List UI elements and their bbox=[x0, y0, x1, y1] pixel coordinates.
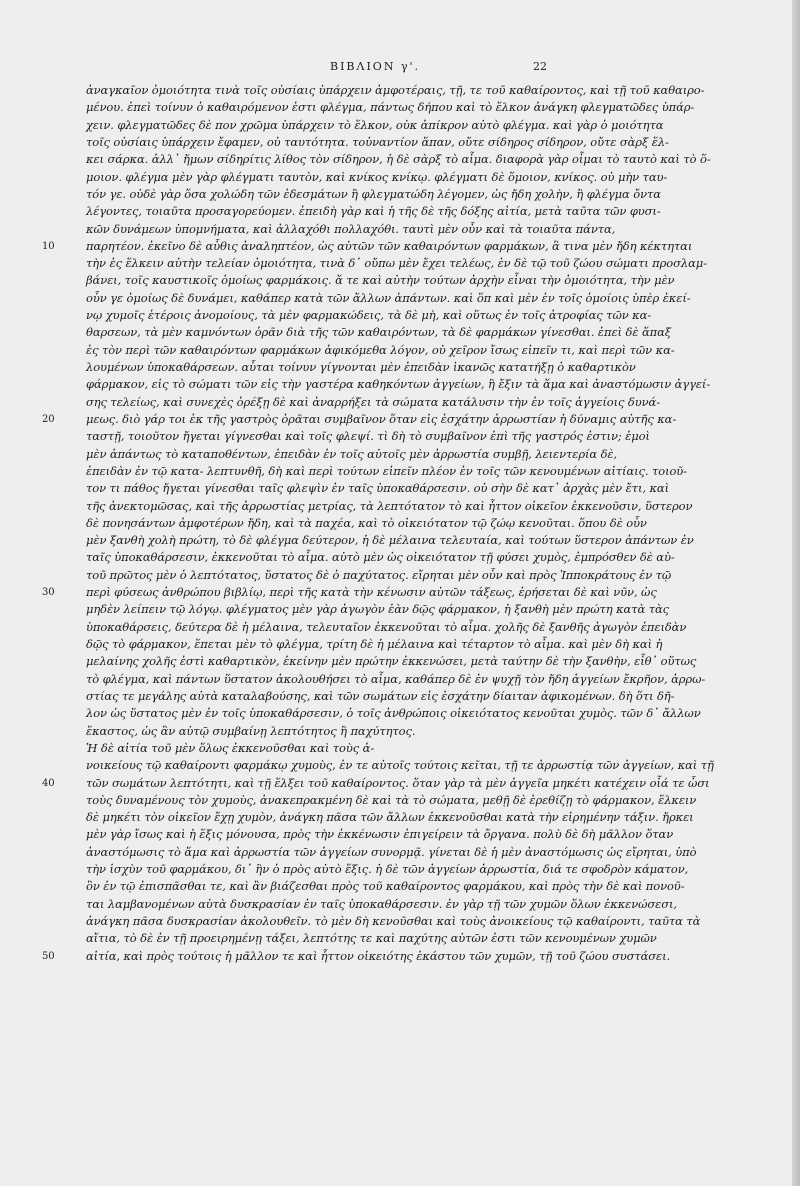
text-line bbox=[42, 411, 677, 428]
text-line bbox=[42, 775, 710, 792]
line-text: ἀνάγκη πᾶσα δυσκρασίαν ἀκολουθεῖν. τὸ μὲν δὴ κενοῦσθαι καὶ τοὺς ἀνοικείους τῷ καθαίροντι, ταῦτα τὰ bbox=[86, 914, 701, 928]
text-line bbox=[86, 757, 714, 774]
line-text: μηδὲν λείπειν τῷ λόγῳ. φλέγματος μὲν γὰρ ἀγωγὸν ἐὰν δῷς φάρμακον, ἡ ξανθὴ μὲν πρώτη κατὰ τὰς bbox=[86, 602, 669, 617]
line-number: 10 bbox=[42, 240, 55, 252]
text-line bbox=[86, 324, 671, 341]
text-line bbox=[86, 99, 695, 116]
text-line bbox=[42, 948, 671, 965]
line-text: σης τελείως, καὶ συνεχὲς ὀρέξῃ δὲ καὶ ἀναρρήξει τὰ σώματα κατάλυσιν τὴν ἐν τοῖς ἀγγείοις δυνά- bbox=[86, 394, 660, 409]
text-line bbox=[86, 134, 669, 151]
text-line bbox=[86, 878, 685, 895]
line-text: Ἡ δὲ αἰτία τοῦ μὲν ὅλως ἐκκενοῦσθαι καὶ τοὺς ἀ- bbox=[86, 740, 375, 755]
text-line bbox=[42, 584, 657, 601]
line-text: αἰτία, καὶ πρὸς τούτοις ἡ μᾶλλον τε καὶ ἧττον οἰκειότης ἐκάστου τῶν χυμῶν, τῇ τοῦ ζώου συστάσει. bbox=[86, 948, 671, 963]
line-text: δὲ μηκέτι τὸν οἰκεῖον ἔχῃ χυμὸν, ἀνάγκη πᾶσα τῶν ἄλλων ἐκκενοῦσθαι κατὰ τὴν εἰρημένην τάξιν. ἤρκει bbox=[86, 810, 694, 825]
line-number: 30 bbox=[42, 587, 55, 599]
text-line bbox=[86, 117, 664, 134]
book-title: ΒΙΒΛΙΟΝ γ'. bbox=[330, 60, 421, 73]
text-line bbox=[86, 307, 652, 324]
line-text: θαρσεων, τὰ μὲν καμνόντων ὁρᾶν διὰ τῆς τῶν καθαιρόντων, τὰ δὲ φαρμάκων γίνεσθαι. ἐπεὶ δὲ ἅπαξ bbox=[86, 325, 671, 340]
text-body bbox=[42, 82, 714, 965]
page-gutter bbox=[792, 0, 800, 1186]
text-line bbox=[86, 480, 669, 497]
line-text: ἐπειδὰν ἐν τῷ κατα- λεπτυνθῆ, δὴ καὶ περὶ τούτων εἰπεῖν πλέον ἐν τοῖς τῶν κενουμένων αἰτίαις. τοιοῦ- bbox=[86, 463, 687, 478]
page-number: 22 bbox=[533, 60, 547, 73]
text-line bbox=[86, 428, 650, 445]
text-line bbox=[86, 792, 697, 809]
line-text: κῶν δυνάμεων ὑπομνήματα, καὶ ἀλλαχόθι πολλαχόθι. ταυτὶ μὲν οὖν καὶ τὰ τοιαῦτα πάντα, bbox=[86, 221, 616, 236]
line-text: τοῖς οὐσίαις ὑπάρχειν ἔφαμεν, οὐ ταυτότητα. τοὐναντίον ἅπαν, οὔτε σίδηρος σίδηρον, οὔτε σὰρξ ἕλ- bbox=[86, 134, 669, 149]
running-head bbox=[0, 60, 792, 80]
text-line bbox=[86, 359, 636, 376]
text-line bbox=[86, 463, 687, 480]
text-line bbox=[86, 151, 711, 168]
line-text: τῆς ἀνεκτομῶσας, καὶ τῆς ἀρρωστίας μετρίας, τὰ λεπτότατον τὸ καὶ ἧττον οἰκεῖον ἐκκενοῦσιν, ὕστερον bbox=[86, 498, 693, 513]
line-text: ταστῇ, τοιοῦτον ἤγεται γίγνεσθαι καὶ τοῖς φλεψί. τὶ δὴ τὸ συμβαῖνον ἐπὶ τῆς γαστρός ἐστιν; ἐμοὶ bbox=[86, 429, 650, 444]
text-line bbox=[86, 896, 677, 913]
line-text: μὲν γὰρ ἴσως καὶ ἡ ἕξις μόνουσα, πρὸς τὴν ἐκκένωσιν ἐπιγείρειν τὰ ὄργανα. πολὺ δὲ δὴ μᾶλλον ὅταν bbox=[86, 827, 674, 842]
line-text: παρητέον. ἐκεῖνο δὲ αὖθις ἀναληπτέον, ὡς αὐτῶν τῶν καθαιρόντων φαρμάκων, ἃ τινα μὲν ἤδη κέκτηται bbox=[86, 238, 693, 253]
line-text: τὴν ἐς ἕλκειν αὐτὴν τελείαν ὁμοιότητα, τινὰ δ᾽ οὔπω μὲν ἔχει τελέως, ἐν δὲ τῷ τοῦ ζώου σώματι προσλαμ- bbox=[86, 256, 707, 271]
text-line bbox=[86, 169, 668, 186]
line-text: ταῖς ὑποκαθάρσεσιν, ἐκκενοῦται τὸ αἷμα. αὐτὸ μὲν ὡς οἰκειότατον τῇ φύσει χυμὸς, ἐμπρόσθεν δὲ αὐ- bbox=[86, 550, 675, 565]
line-text: ἀναγκαῖον ὁμοιότητα τινὰ τοῖς οὐσίαις ὑπάρχειν ἀμφοτέραις, τῇ, τε τοῦ καθαίροντος, καὶ τῇ τοῦ καθαιρο- bbox=[86, 83, 705, 97]
line-number: 50 bbox=[42, 950, 55, 962]
line-text: νοικείους τῷ καθαίροντι φαρμάκῳ χυμοὺς, ἐν τε αὐτοῖς τούτοις κεῖται, τῇ τε ἀρρωστίᾳ τῶν ἀγγείων, καὶ τῇ bbox=[86, 758, 714, 773]
text-line bbox=[86, 740, 572, 757]
text-line bbox=[86, 913, 701, 930]
text-line bbox=[86, 342, 675, 359]
line-text: μεως. διὸ γάρ τοι ἐκ τῆς γαστρὸς ὁρᾶται συμβαῖνον ὅταν εἰς ἐσχάτην ἀρρωστίαν ἡ δύναμις αὐτῆς κα- bbox=[86, 411, 677, 426]
line-text: περὶ φύσεως ἀνθρώπου βιβλίῳ, περὶ τῆς κατὰ τὴν κένωσιν αὐτῶν τάξεως, ἐρήσεται δὲ καὶ νῦν, ὡς bbox=[86, 585, 657, 600]
text-line bbox=[86, 290, 691, 307]
line-text: βάνει, τοῖς καυστικοῖς ὁμοίως φαρμάκοις. ἅ τε καὶ αὐτὴν τούτων ἀρχὴν εἶναι τὴν ὁμοιότητα, τὴν μὲν bbox=[86, 273, 675, 288]
line-text: φάρμακον, εἰς τὸ σώματι τῶν εἰς τὴν γαστέρα καθηκόντων ἀγγείων, ἢ ἔξιν τὰ ἅμα καὶ ἀναστόμωσιν ἀγγεί- bbox=[86, 377, 711, 392]
line-text: τὸ φλέγμα, καὶ πάντων ὕστατον ἀκολουθήσει τὸ αἷμα, καθάπερ δὲ ἐν ψυχῇ τὸν ἤδη ἀγγείων ἔκρῆον, ἀρρω- bbox=[86, 671, 706, 686]
text-line bbox=[86, 930, 657, 947]
text-line bbox=[86, 203, 661, 220]
text-line bbox=[86, 636, 663, 653]
line-text: νῳ χυμοῖς ἑτέροις ἀνομοίους, τὰ μὲν φαρμακώδεις, τὰ δὲ μὴ, καὶ οὕτως ἐν τοῖς ἀτροφίας τῶν κα- bbox=[86, 308, 652, 323]
text-line bbox=[86, 619, 687, 636]
line-text: μοιον. φλέγμα μὲν γὰρ φλέγματι ταυτὸν, καὶ κνίκος κνίκῳ. φλέγματι δὲ ὅμοιον, κνίκος. οὐ μὴν ταυ- bbox=[86, 169, 668, 184]
line-text: τόν γε. οὐδὲ γὰρ ὅσα χολώδη τῶν ἐδεσμάτων ἢ φλεγματώδη λέγομεν, ὡς ἤδη χολὴν, ἢ φλέγμα ὄντα bbox=[86, 186, 661, 201]
line-text: ἀναστόμωσις τὸ ἅμα καὶ ἀρρωστία τῶν ἀγγείων συνορμᾷ. γίνεται δὲ ἡ μὲν ἀναστόμωσις ὡς εἴρηται, ὑπὸ bbox=[86, 844, 697, 859]
text-line bbox=[86, 82, 705, 99]
text-line bbox=[86, 255, 707, 272]
line-text: χειν. φλεγματῶδες δὲ πον χρῶμα ὑπάρχειν τὸ ἕλκον, οὐκ ἀπίκρον αὐτὸ φλέγμα. καὶ γὰρ ὁ μοιότητα bbox=[86, 117, 664, 132]
text-line bbox=[86, 844, 697, 861]
text-line bbox=[86, 515, 647, 532]
line-text: ὑποκαθάρσεις, δεύτερα δὲ ἡ μέλαινα, τελευταῖον ἐκκενοῦται τὸ αἷμα. χολῆς δὲ ξανθῆς ἀγωγὸν ἐπειδὰν bbox=[86, 619, 687, 634]
line-number: 40 bbox=[42, 777, 55, 789]
line-text: στίας τε μεγάλης αὐτὰ καταλαβούσης, καὶ τῶν σωμάτων εἰς ἐσχάτην δίαιταν ἀφικομένων. δὴ ὅτι δῆ- bbox=[86, 688, 675, 703]
line-text: ὃν ἐν τῷ ἐπισπᾶσθαι τε, καὶ ἂν βιάζεσθαι πρὸς τοῦ καθαίροντος φαρμάκου, καὶ πρὸς τὴν δὲ καὶ πονοῦ- bbox=[86, 879, 685, 894]
line-text: τῶν σωμάτων λεπτότητι, καὶ τῇ ἕλξει τοῦ καθαίροντος. ὅταν γὰρ τὰ μὲν ἀγγεῖα μηκέτι κατέχειν οἷά τε ὦσι bbox=[86, 775, 710, 790]
text-line bbox=[86, 549, 675, 566]
text-line bbox=[86, 861, 689, 878]
line-text: αἴτια, τὸ δὲ ἐν τῇ προειρημένῃ τάξει, λεπτότης τε καὶ παχύτης αὐτῶν ἐστι τῶν κενουμένων χυμῶν bbox=[86, 931, 657, 946]
line-text: λουμένων ὑποκαθάρσεων. αὗται τοίνυν γίγνονται μὲν ἐπειδὰν ἱκανῶς κατατήξῃ ὁ καθαρτικὸν bbox=[86, 360, 636, 374]
text-line bbox=[86, 498, 693, 515]
line-text: τοὺς δυναμένους τὸν χυμοὺς, ἀνακεπρακμένη δὲ καὶ τὰ τὸ σώματα, μεθῇ δὲ ἐρεθίζῃ τὸ φάρμακον, ἕλκειν bbox=[86, 792, 697, 807]
text-line bbox=[86, 653, 697, 670]
line-text: μὲν ξανθὴ χολὴ πρώτη, τὸ δὲ φλέγμα δεύτερον, ἡ δὲ μέλαινα τελευταία, καὶ τούτων ὕστερον ἁπάντων ἐν bbox=[86, 533, 694, 548]
text-line bbox=[86, 688, 675, 705]
text-line bbox=[86, 705, 701, 722]
text-line bbox=[86, 376, 711, 393]
line-text: ἐς τὸν περὶ τῶν καθαιρόντων φαρμάκων ἀφικόμεθα λόγον, οὐ χεῖρον ἴσως εἰπεῖν τι, καὶ περὶ τῶν κα- bbox=[86, 342, 675, 357]
text-line bbox=[86, 826, 674, 843]
text-line bbox=[86, 272, 675, 289]
line-number: 20 bbox=[42, 413, 55, 425]
text-line bbox=[86, 671, 706, 688]
line-text: τὴν ἰσχὺν τοῦ φαρμάκου, δι᾽ ἣν ὁ πρὸς αὐτὸ ἕξις. ἡ δὲ τῶν ἀγγείων ἀρρωστία, διά τε σφοδρὸν κάματον, bbox=[86, 862, 689, 877]
line-text: ἕκαστος, ὡς ἂν αὐτῷ συμβαίνῃ λεπτότητος ἢ παχύτητος. bbox=[86, 723, 416, 738]
line-text: μένου. ἐπεὶ τοίνυν ὁ καθαιρόμενον ἐστι φλέγμα, πάντως δήπου καὶ τὸ ἕλκον ἀνάγκη φλεγματῶδες ὑπάρ- bbox=[86, 100, 695, 115]
line-text: μελαίνης χολῆς ἐστὶ καθαρτικὸν, ἐκείνην μὲν πρώτην ἐκκενώσει, μετὰ ταύτην δὲ τὴν ξανθὴν, εἶθ᾽ οὕτως bbox=[86, 654, 697, 669]
line-text: δῷς τὸ φάρμακον, ἕπεται μὲν τὸ φλέγμα, τρίτη δὲ ἡ μέλαινα καὶ τέταρτον τὸ αἷμα. καὶ μὲν δὴ καὶ ἡ bbox=[86, 637, 663, 651]
text-line bbox=[86, 723, 572, 740]
line-text: τοῦ πρῶτος μὲν ὁ λεπτότατος, ὕστατος δὲ ὁ παχύτατος. εἴρηται μὲν οὖν καὶ πρὸς Ἱπποκράτους ἐν τῷ bbox=[86, 567, 672, 582]
text-line bbox=[86, 221, 616, 238]
text-line bbox=[86, 532, 694, 549]
text-line bbox=[86, 186, 661, 203]
line-text: μὲν ἁπάντως τὸ καταποθέντων, ἐπειδὰν ἐν τοῖς αὐτοῖς μὲν ἀρρωστία συμβῇ, λειεντερία δὲ, bbox=[86, 446, 618, 461]
line-text: τον τι πάθος ἤγεται γίνεσθαι ταῖς φλεψὶν ἐν ταῖς ὑποκαθάρσεσιν. οὐ σὴν δὲ κατ᾽ ἀρχὰς μὲν ἔτι, καὶ bbox=[86, 481, 669, 496]
text-line bbox=[86, 394, 660, 411]
line-text: ται λαμβανομένων αὐτὰ δυσκρασίαν ἐν ταῖς ὑποκαθάρσεσιν. ἐν γὰρ τῇ τῶν χυμῶν ὅλων ἐκκενώσεσι, bbox=[86, 896, 677, 911]
line-text: οὖν γε ὁμοίως δὲ δυνάμει, καθάπερ κατὰ τῶν ἄλλων ἁπάντων. καὶ ὅπ καὶ μὲν ἐν τοῖς ὁμοίοις ὑπὲρ ἐκεί- bbox=[86, 290, 691, 305]
text-line bbox=[86, 809, 694, 826]
text-line bbox=[42, 238, 693, 255]
line-text: λον ὡς ὕστατος μὲν ἐν τοῖς ὑποκαθάρσεσιν, ὁ τοῖς ἀνθρώποις οἰκειότατος κενοῦται χυμὸς. τῶν δ᾽ ἄλλων bbox=[86, 706, 701, 721]
line-text: δὲ πονησάντων ἀμφοτέρων ἤδη, καὶ τὰ παχέα, καὶ τὸ οἰκειότατον τῷ ζώῳ κενοῦται. ὅπου δὲ οὖν bbox=[86, 515, 647, 530]
line-text: λέγοντες, τοιαῦτα προσαγορεύομεν. ἐπειδὴ γὰρ καὶ ἡ τῆς δὲ τῆς δόξης αἰτία, μετὰ ταῦτα τῶν φυσι- bbox=[86, 204, 661, 219]
text-line bbox=[86, 446, 618, 463]
line-text: κει σάρκα. ἀλλ᾽ ἤμων σίδηρίτις λίθος τὸν σίδηρον, ἡ δὲ σὰρξ τὸ αἷμα. διαφορὰ γὰρ οἶμαι τὸ ταυτὸ καὶ τὸ ὅ- bbox=[86, 152, 711, 167]
text-line bbox=[86, 601, 669, 618]
text-line bbox=[86, 567, 672, 584]
